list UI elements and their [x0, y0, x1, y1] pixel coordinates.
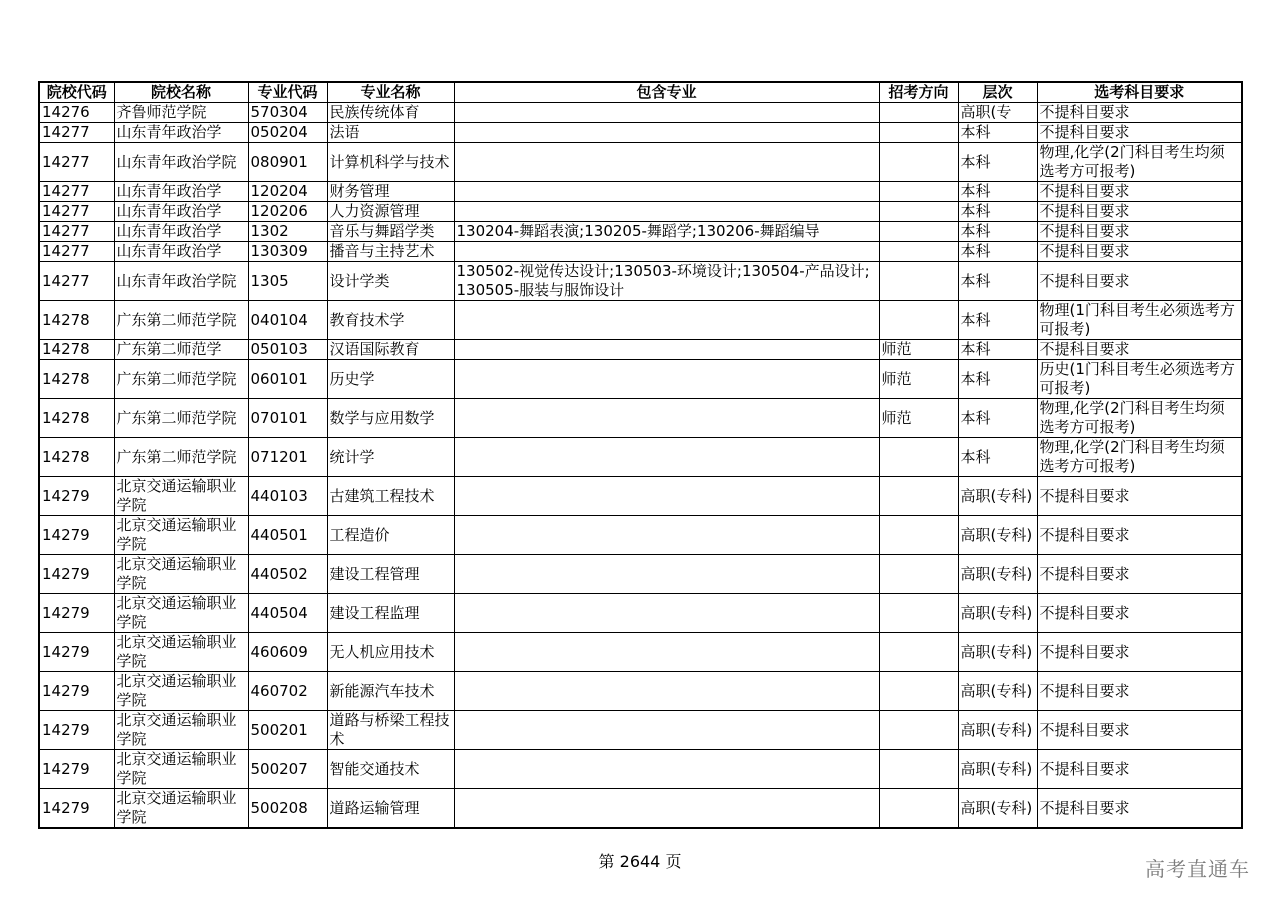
cell-school-code: 14277: [39, 242, 114, 262]
header-direction: 招考方向: [879, 82, 958, 103]
cell-level: 高职(专科): [958, 672, 1037, 711]
cell-level: 高职(专科): [958, 633, 1037, 672]
table-row: [39, 202, 1242, 222]
cell-direction: [879, 438, 958, 477]
cell-subject-requirement: 不提科目要求: [1037, 516, 1242, 555]
cell-level: 本科: [958, 360, 1037, 399]
cell-included-majors: [454, 477, 879, 516]
cell-included-majors: [454, 340, 879, 360]
cell-major-name: 历史学: [327, 360, 454, 399]
table-row: [39, 750, 1242, 789]
cell-direction: [879, 711, 958, 750]
cell-included-majors: [454, 399, 879, 438]
cell-school-code: 14278: [39, 438, 114, 477]
cell-major-code: 130309: [248, 242, 327, 262]
cell-school-code: 14279: [39, 633, 114, 672]
cell-subject-requirement: 物理,化学(2门科目考生均须选考方可报考): [1037, 399, 1242, 438]
cell-major-name: 播音与主持艺术: [327, 242, 454, 262]
cell-major-code: 050204: [248, 123, 327, 143]
cell-school-name: 山东青年政治学院: [114, 262, 248, 301]
cell-school-code: 14277: [39, 182, 114, 202]
cell-major-name: 财务管理: [327, 182, 454, 202]
cell-included-majors: 130204-舞蹈表演;130205-舞蹈学;130206-舞蹈编导: [454, 222, 879, 242]
cell-school-name: 北京交通运输职业学院: [114, 477, 248, 516]
cell-direction: [879, 301, 958, 340]
cell-major-name: 建设工程管理: [327, 555, 454, 594]
cell-subject-requirement: 不提科目要求: [1037, 711, 1242, 750]
table-row: [39, 301, 1242, 340]
cell-school-name: 山东青年政治学: [114, 202, 248, 222]
cell-direction: [879, 516, 958, 555]
cell-major-name: 汉语国际教育: [327, 340, 454, 360]
cell-major-code: 460609: [248, 633, 327, 672]
cell-level: 本科: [958, 182, 1037, 202]
cell-major-name: 人力资源管理: [327, 202, 454, 222]
cell-subject-requirement: 物理(1门科目考生必须选考方可报考): [1037, 301, 1242, 340]
cell-level: 本科: [958, 301, 1037, 340]
cell-school-code: 14278: [39, 340, 114, 360]
cell-major-name: 数学与应用数学: [327, 399, 454, 438]
cell-school-code: 14277: [39, 202, 114, 222]
cell-level: 高职(专科): [958, 750, 1037, 789]
cell-subject-requirement: 不提科目要求: [1037, 672, 1242, 711]
cell-major-code: 440504: [248, 594, 327, 633]
cell-major-code: 120204: [248, 182, 327, 202]
page-number: 第 2644 页: [598, 852, 682, 871]
cell-school-name: 齐鲁师范学院: [114, 103, 248, 123]
cell-school-name: 北京交通运输职业学院: [114, 750, 248, 789]
table-row: [39, 143, 1242, 182]
header-school-code: 院校代码: [39, 82, 114, 103]
table-row: [39, 672, 1242, 711]
cell-included-majors: [454, 516, 879, 555]
cell-subject-requirement: 不提科目要求: [1037, 123, 1242, 143]
cell-subject-requirement: 不提科目要求: [1037, 633, 1242, 672]
cell-major-code: 570304: [248, 103, 327, 123]
cell-major-name: 音乐与舞蹈学类: [327, 222, 454, 242]
cell-subject-requirement: 不提科目要求: [1037, 594, 1242, 633]
cell-level: 本科: [958, 242, 1037, 262]
cell-subject-requirement: 不提科目要求: [1037, 222, 1242, 242]
cell-included-majors: [454, 301, 879, 340]
cell-subject-requirement: 不提科目要求: [1037, 789, 1242, 829]
cell-major-name: 古建筑工程技术: [327, 477, 454, 516]
cell-school-code: 14279: [39, 594, 114, 633]
cell-included-majors: [454, 555, 879, 594]
cell-major-name: 建设工程监理: [327, 594, 454, 633]
cell-included-majors: [454, 103, 879, 123]
cell-subject-requirement: 物理,化学(2门科目考生均须选考方可报考): [1037, 143, 1242, 182]
cell-level: 高职(专科): [958, 555, 1037, 594]
cell-school-name: 北京交通运输职业学院: [114, 555, 248, 594]
cell-subject-requirement: 不提科目要求: [1037, 750, 1242, 789]
cell-major-code: 070101: [248, 399, 327, 438]
header-major-code: 专业代码: [248, 82, 327, 103]
cell-subject-requirement: 不提科目要求: [1037, 477, 1242, 516]
cell-included-majors: [454, 123, 879, 143]
cell-major-code: 500201: [248, 711, 327, 750]
header-level: 层次: [958, 82, 1037, 103]
cell-school-name: 广东第二师范学: [114, 340, 248, 360]
cell-direction: 师范: [879, 340, 958, 360]
cell-included-majors: [454, 182, 879, 202]
cell-school-name: 山东青年政治学: [114, 182, 248, 202]
cell-major-name: 统计学: [327, 438, 454, 477]
cell-school-code: 14279: [39, 555, 114, 594]
cell-school-name: 山东青年政治学院: [114, 143, 248, 182]
cell-direction: [879, 103, 958, 123]
header-school-name: 院校名称: [114, 82, 248, 103]
cell-major-name: 法语: [327, 123, 454, 143]
cell-school-code: 14278: [39, 301, 114, 340]
cell-major-code: 060101: [248, 360, 327, 399]
table-row: [39, 594, 1242, 633]
cell-school-code: 14279: [39, 516, 114, 555]
cell-major-code: 440502: [248, 555, 327, 594]
cell-subject-requirement: 不提科目要求: [1037, 555, 1242, 594]
cell-major-name: 新能源汽车技术: [327, 672, 454, 711]
cell-direction: [879, 789, 958, 829]
cell-direction: [879, 555, 958, 594]
cell-school-name: 北京交通运输职业学院: [114, 516, 248, 555]
table-row: [39, 516, 1242, 555]
cell-included-majors: [454, 438, 879, 477]
cell-school-name: 北京交通运输职业学院: [114, 594, 248, 633]
cell-school-name: 广东第二师范学院: [114, 301, 248, 340]
cell-major-code: 071201: [248, 438, 327, 477]
cell-level: 高职(专科): [958, 789, 1037, 829]
cell-level: 高职(专科): [958, 477, 1037, 516]
cell-direction: [879, 182, 958, 202]
cell-direction: [879, 222, 958, 242]
cell-school-name: 北京交通运输职业学院: [114, 633, 248, 672]
cell-level: 本科: [958, 143, 1037, 182]
cell-major-code: 460702: [248, 672, 327, 711]
cell-level: 本科: [958, 222, 1037, 242]
cell-major-name: 设计学类: [327, 262, 454, 301]
cell-level: 本科: [958, 340, 1037, 360]
cell-major-name: 计算机科学与技术: [327, 143, 454, 182]
table-row: [39, 222, 1242, 242]
cell-major-code: 440103: [248, 477, 327, 516]
table-row: [39, 789, 1242, 829]
cell-direction: [879, 633, 958, 672]
cell-major-name: 工程造价: [327, 516, 454, 555]
table-row: [39, 477, 1242, 516]
table-body: [39, 103, 1242, 829]
cell-major-code: 500208: [248, 789, 327, 829]
cell-included-majors: 130502-视觉传达设计;130503-环境设计;130504-产品设计;130505-服装与服饰设计: [454, 262, 879, 301]
header-major-name: 专业名称: [327, 82, 454, 103]
cell-school-code: 14277: [39, 222, 114, 242]
cell-school-code: 14279: [39, 750, 114, 789]
cell-direction: [879, 594, 958, 633]
cell-major-name: 民族传统体育: [327, 103, 454, 123]
cell-included-majors: [454, 633, 879, 672]
cell-school-name: 广东第二师范学院: [114, 360, 248, 399]
cell-included-majors: [454, 711, 879, 750]
cell-school-name: 山东青年政治学: [114, 123, 248, 143]
table-row: [39, 360, 1242, 399]
table-row: [39, 103, 1242, 123]
cell-direction: [879, 672, 958, 711]
cell-major-code: 080901: [248, 143, 327, 182]
cell-included-majors: [454, 202, 879, 222]
cell-major-name: 无人机应用技术: [327, 633, 454, 672]
cell-direction: 师范: [879, 399, 958, 438]
table-row: [39, 262, 1242, 301]
table-row: [39, 399, 1242, 438]
cell-school-name: 山东青年政治学: [114, 222, 248, 242]
cell-included-majors: [454, 360, 879, 399]
cell-direction: [879, 123, 958, 143]
cell-direction: [879, 242, 958, 262]
header-subject-requirement: 选考科目要求: [1037, 82, 1242, 103]
cell-subject-requirement: 历史(1门科目考生必须选考方可报考): [1037, 360, 1242, 399]
cell-direction: 师范: [879, 360, 958, 399]
cell-level: 本科: [958, 399, 1037, 438]
watermark: 高考直通车: [1145, 857, 1250, 881]
table-row: [39, 340, 1242, 360]
cell-school-name: 山东青年政治学: [114, 242, 248, 262]
cell-subject-requirement: 不提科目要求: [1037, 103, 1242, 123]
cell-school-code: 14279: [39, 477, 114, 516]
cell-level: 本科: [958, 438, 1037, 477]
cell-included-majors: [454, 242, 879, 262]
cell-school-name: 广东第二师范学院: [114, 438, 248, 477]
cell-school-code: 14276: [39, 103, 114, 123]
cell-school-code: 14277: [39, 143, 114, 182]
cell-school-code: 14279: [39, 789, 114, 829]
cell-major-code: 440501: [248, 516, 327, 555]
cell-subject-requirement: 物理,化学(2门科目考生均须选考方可报考): [1037, 438, 1242, 477]
cell-subject-requirement: 不提科目要求: [1037, 242, 1242, 262]
cell-school-code: 14278: [39, 360, 114, 399]
table-row: [39, 242, 1242, 262]
cell-level: 高职(专科): [958, 594, 1037, 633]
table-header-row: [39, 82, 1242, 103]
table-row: [39, 182, 1242, 202]
cell-level: 本科: [958, 123, 1037, 143]
cell-subject-requirement: 不提科目要求: [1037, 262, 1242, 301]
cell-level: 高职(专科): [958, 711, 1037, 750]
cell-major-code: 1305: [248, 262, 327, 301]
cell-direction: [879, 202, 958, 222]
cell-school-name: 北京交通运输职业学院: [114, 789, 248, 829]
enrollment-table: [38, 81, 1243, 829]
cell-major-name: 教育技术学: [327, 301, 454, 340]
cell-school-code: 14277: [39, 123, 114, 143]
cell-level: 高职(专科): [958, 516, 1037, 555]
cell-direction: [879, 143, 958, 182]
cell-school-code: 14278: [39, 399, 114, 438]
table-row: [39, 555, 1242, 594]
cell-level: 本科: [958, 202, 1037, 222]
cell-school-code: 14279: [39, 672, 114, 711]
cell-direction: [879, 477, 958, 516]
cell-included-majors: [454, 672, 879, 711]
cell-school-name: 北京交通运输职业学院: [114, 672, 248, 711]
cell-direction: [879, 750, 958, 789]
table-row: [39, 438, 1242, 477]
cell-subject-requirement: 不提科目要求: [1037, 182, 1242, 202]
cell-major-name: 智能交通技术: [327, 750, 454, 789]
cell-subject-requirement: 不提科目要求: [1037, 340, 1242, 360]
cell-school-code: 14277: [39, 262, 114, 301]
cell-level: 本科: [958, 262, 1037, 301]
cell-major-name: 道路与桥梁工程技术: [327, 711, 454, 750]
cell-major-code: 120206: [248, 202, 327, 222]
cell-included-majors: [454, 750, 879, 789]
table-row: [39, 711, 1242, 750]
table-row: [39, 123, 1242, 143]
cell-school-name: 北京交通运输职业学院: [114, 711, 248, 750]
cell-included-majors: [454, 143, 879, 182]
cell-major-code: 1302: [248, 222, 327, 242]
header-included-majors: 包含专业: [454, 82, 879, 103]
cell-included-majors: [454, 594, 879, 633]
cell-school-name: 广东第二师范学院: [114, 399, 248, 438]
cell-level: 高职(专: [958, 103, 1037, 123]
cell-major-name: 道路运输管理: [327, 789, 454, 829]
cell-direction: [879, 262, 958, 301]
cell-major-code: 050103: [248, 340, 327, 360]
table-row: [39, 633, 1242, 672]
cell-included-majors: [454, 789, 879, 829]
cell-major-code: 500207: [248, 750, 327, 789]
cell-major-code: 040104: [248, 301, 327, 340]
cell-subject-requirement: 不提科目要求: [1037, 202, 1242, 222]
cell-school-code: 14279: [39, 711, 114, 750]
